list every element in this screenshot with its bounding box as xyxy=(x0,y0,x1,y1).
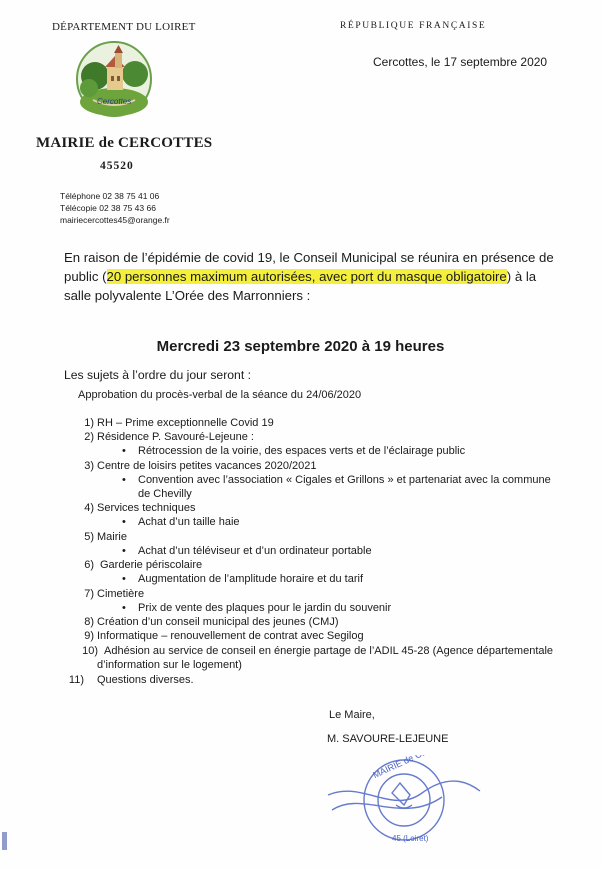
agenda-sub-item: Achat d’un téléviseur et d’un ordinateur portable xyxy=(138,545,372,557)
agenda-sub-item: Prix de vente des plaques pour le jardin du souvenir xyxy=(138,602,392,614)
item-number: 10) xyxy=(82,645,98,657)
intro-highlight: 20 personnes maximum autorisées, avec port du masque obligatoire xyxy=(106,269,507,284)
agenda-sub-item-cont: de Chevilly xyxy=(138,488,192,500)
bullet-icon: • xyxy=(122,545,126,557)
agenda-item: Services techniques xyxy=(97,502,196,514)
item-number: 1) xyxy=(84,417,94,429)
intro-text-2: ) à la salle polyvalente L’Orée des Marronniers : xyxy=(64,269,537,303)
fax-line: Télécopie 02 38 75 43 66 xyxy=(60,203,156,213)
margin-mark xyxy=(2,832,7,850)
town-logo-image xyxy=(75,40,153,118)
agenda-item: Résidence P. Savouré-Lejeune : xyxy=(97,431,254,443)
svg-text:45 (Loiret): 45 (Loiret) xyxy=(392,834,429,843)
phone-line: Téléphone 02 38 75 41 06 xyxy=(60,191,160,201)
agenda-sub-item: Rétrocession de la voirie, des espaces verts et de l’éclairage public xyxy=(138,445,466,457)
agenda-item: Centre de loisirs petites vacances 2020/2021 xyxy=(97,460,317,472)
republic-label: RÉPUBLIQUE FRANÇAISE xyxy=(340,21,487,31)
item-number: 9) xyxy=(84,630,94,642)
item-number: 8) xyxy=(84,616,94,628)
agenda-item: Création d’un conseil municipal des jeunes (CMJ) xyxy=(97,616,339,628)
item-number: 4) xyxy=(84,502,94,514)
agenda-item: Cimetière xyxy=(97,588,145,600)
item-number: 5) xyxy=(84,531,94,543)
agenda-item: Garderie périscolaire xyxy=(100,559,203,571)
intro-text-1: En raison de l’épidémie de covid 19, le Conseil Municipal se réunira en présence de public ( xyxy=(64,250,554,284)
town-logo xyxy=(75,40,153,118)
official-stamp-image xyxy=(322,755,482,845)
logo-caption: Cercottes xyxy=(97,97,132,106)
bullet-icon: • xyxy=(122,516,126,528)
department-label: DÉPARTEMENT DU LOIRET xyxy=(52,21,196,33)
agenda-sub-item: Achat d’un taille haie xyxy=(138,516,240,528)
date-line: Cercottes, le 17 septembre 2020 xyxy=(373,55,548,69)
bullet-icon: • xyxy=(122,474,126,486)
item-number: 6) xyxy=(84,559,94,571)
intro-paragraph xyxy=(64,248,554,305)
agenda-item: Mairie xyxy=(97,531,127,543)
item-number: 7) xyxy=(84,588,94,600)
postal-code: 45520 xyxy=(100,160,134,172)
meeting-date: Mercredi 23 septembre 2020 à 19 heures xyxy=(156,338,445,355)
agenda-item-cont: d’information sur le logement) xyxy=(97,659,242,671)
agenda-item: RH – Prime exceptionnelle Covid 19 xyxy=(97,417,274,429)
email-line: mairiecercottes45@orange.fr xyxy=(60,215,170,225)
agenda-sub-item: Convention avec l’association « Cigales et Grillons » et partenariat avec la commune xyxy=(138,474,551,486)
bullet-icon: • xyxy=(122,445,126,457)
item-number: 11) xyxy=(68,674,84,686)
bullet-icon: • xyxy=(122,602,126,614)
official-stamp xyxy=(322,755,482,845)
signature-name: M. SAVOURE-LEJEUNE xyxy=(327,733,449,745)
signature-title: Le Maire, xyxy=(329,709,375,721)
agenda-sub-item: Augmentation de l’amplitude horaire et du tarif xyxy=(138,573,364,585)
subjects-intro: Les sujets à l’ordre du jour seront : xyxy=(64,368,251,382)
svg-text:MAIRIE de CERCOTTES xyxy=(371,755,467,780)
town-hall-name: MAIRIE de CERCOTTES xyxy=(36,135,213,151)
agenda-item: Informatique – renouvellement de contrat avec Segilog xyxy=(97,630,364,642)
agenda-item: Adhésion au service de conseil en énergie partage de l’ADIL 45-28 (Agence départementale xyxy=(104,645,554,657)
approbation-line: Approbation du procès-verbal de la séance du 24/06/2020 xyxy=(78,389,362,401)
bullet-icon: • xyxy=(122,573,126,585)
item-number: 3) xyxy=(84,460,94,472)
item-number: 2) xyxy=(84,431,94,443)
agenda-item: Questions diverses. xyxy=(97,674,194,686)
